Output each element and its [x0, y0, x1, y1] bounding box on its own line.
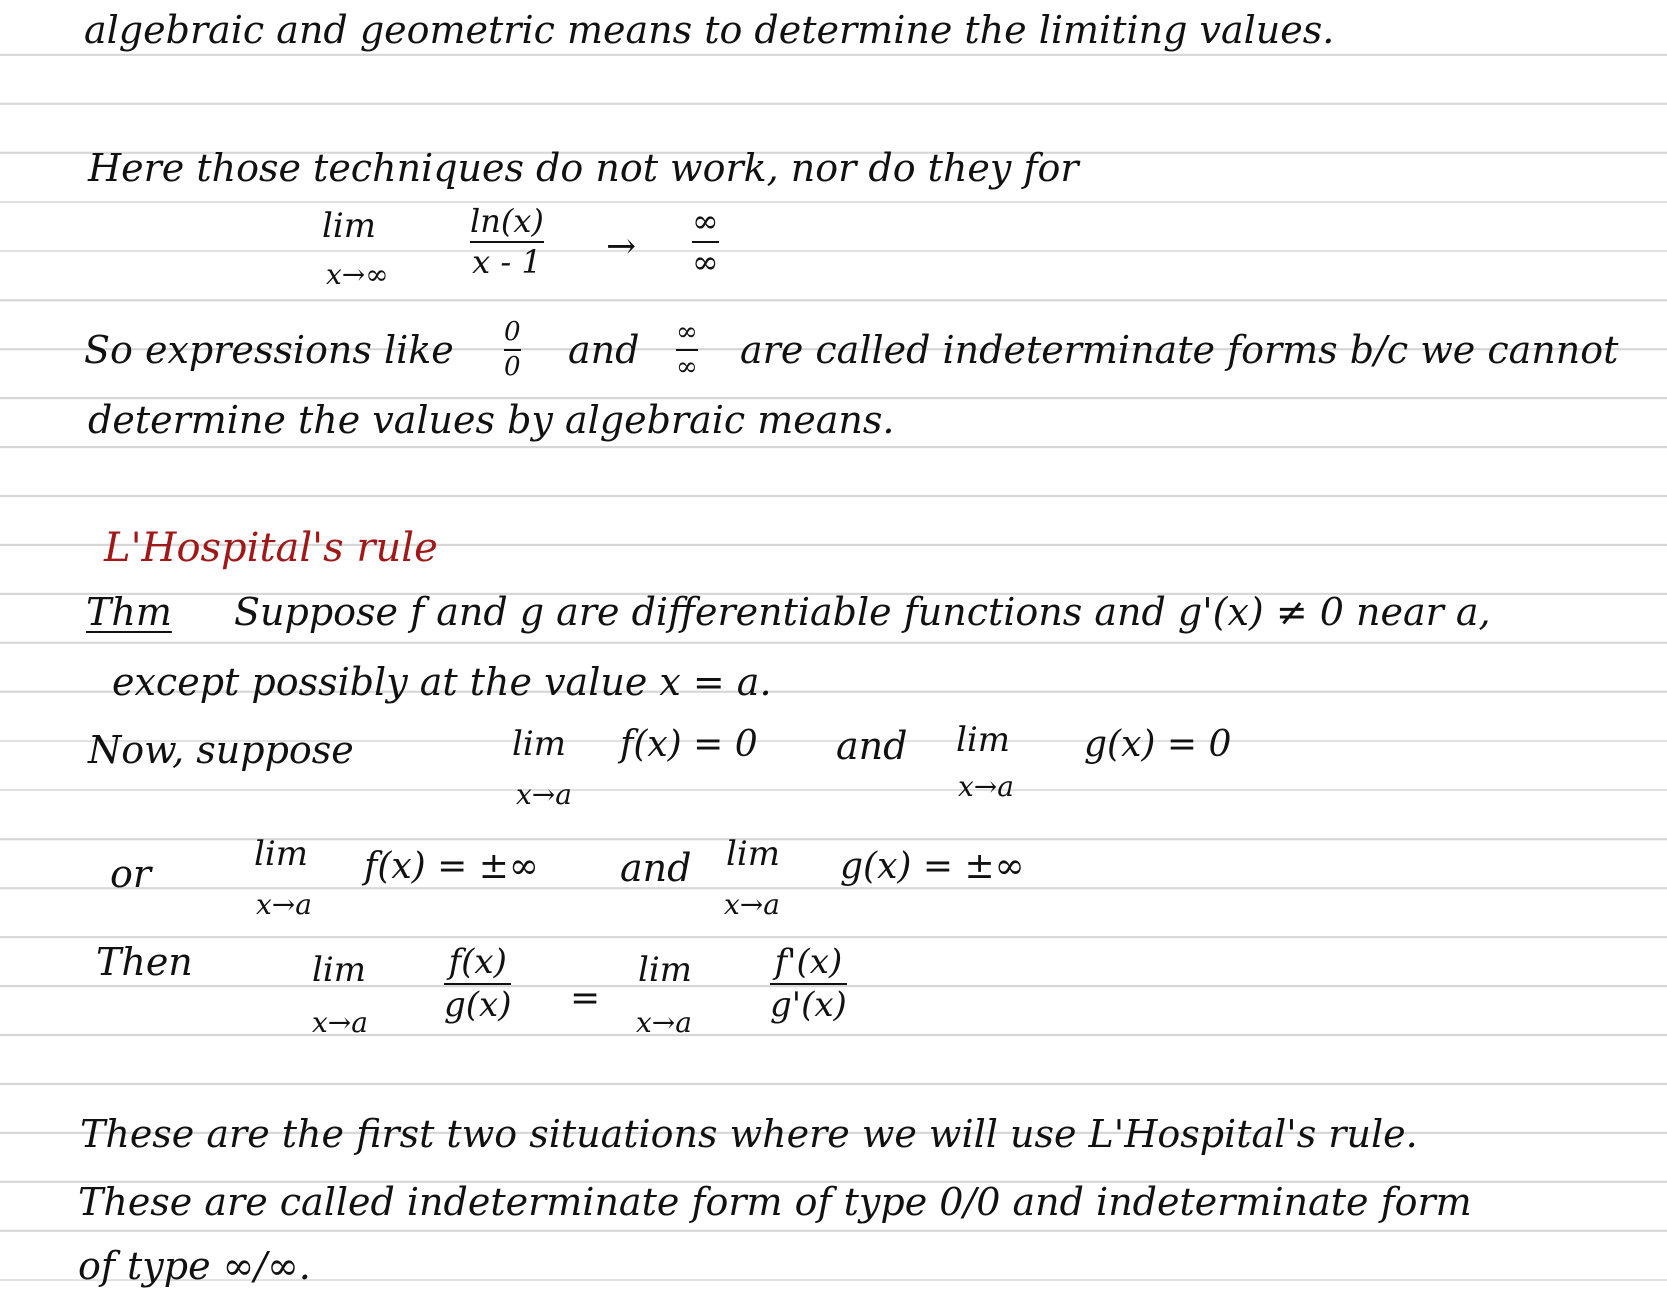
theorem-statement-line-2: except possibly at the value x = a.	[112, 660, 772, 704]
example-result-numerator: ∞	[692, 202, 719, 240]
theorem-statement-line-1: Suppose f and g are differentiable functions and g'(x) ≠ 0 near a,	[234, 590, 1491, 634]
condition3-subscript: x→a	[256, 888, 312, 921]
rule-denominator-left: g(x)	[444, 985, 512, 1026]
text-and-forms: and	[568, 328, 640, 372]
example-result-fraction	[692, 204, 719, 280]
text-first-two-situations: These are the first two situations where we will use L'Hospital's rule.	[80, 1112, 1418, 1156]
rule-subscript-right: x→a	[636, 1006, 692, 1039]
condition2-lim: lim	[956, 720, 1010, 760]
rule-numerator-left: f(x)	[448, 942, 507, 982]
rule-lim-left: lim	[312, 950, 366, 990]
condition1-subscript: x→a	[516, 778, 572, 811]
inf-denominator: ∞	[676, 351, 698, 382]
condition1-expression: f(x) = 0	[620, 724, 758, 765]
rule-denominator-right: g'(x)	[770, 985, 847, 1026]
condition1-lim: lim	[512, 724, 566, 764]
text-line-techniques: Here those techniques do not work, nor do they for	[88, 146, 1079, 190]
text-or: or	[110, 852, 152, 896]
example-lim: lim	[322, 206, 376, 246]
lhospital-heading: L'Hospital's rule	[104, 525, 438, 571]
rule-subscript-left: x→a	[312, 1006, 368, 1039]
text-line-limiting-values: algebraic and geometric means to determine the limiting values.	[84, 8, 1335, 52]
condition4-expression: g(x) = ±∞	[840, 846, 1025, 887]
zero-numerator: 0	[504, 317, 521, 347]
example-fraction	[470, 204, 544, 280]
inf-numerator: ∞	[676, 317, 698, 347]
text-indeterminate-form-types: These are called indeterminate form of type 0/0 and indeterminate form	[78, 1180, 1472, 1224]
condition3-expression: f(x) = ±∞	[364, 846, 539, 887]
text-expressions-like: So expressions like	[84, 328, 454, 372]
condition4-lim: lim	[726, 834, 780, 874]
example-result-denominator: ∞	[692, 243, 719, 282]
text-and-infinite: and	[620, 846, 692, 890]
condition4-subscript: x→a	[724, 888, 780, 921]
text-type-inf-over-inf: of type ∞/∞.	[78, 1244, 311, 1288]
condition3-lim: lim	[254, 834, 308, 874]
inf-over-inf-fraction	[676, 318, 698, 381]
rule-fraction-right	[770, 944, 847, 1025]
zero-denominator: 0	[504, 351, 521, 382]
rule-lim-right: lim	[638, 950, 692, 990]
text-line-algebraic-means: determine the values by algebraic means.	[88, 398, 895, 442]
theorem-label: Thm	[86, 590, 172, 634]
example-denominator: x - 1	[472, 243, 542, 282]
example-arrow: →	[606, 226, 637, 267]
fraction-bar	[504, 349, 521, 351]
example-lim-subscript: x→∞	[326, 258, 389, 291]
rule-numerator-right: f'(x)	[774, 942, 843, 982]
condition2-subscript: x→a	[958, 770, 1014, 803]
text-now-suppose: Now, suppose	[88, 728, 354, 772]
fraction-bar	[676, 349, 698, 351]
rule-fraction-left	[444, 944, 511, 1025]
zero-over-zero-fraction	[504, 318, 521, 381]
example-numerator: ln(x)	[470, 202, 544, 240]
text-then: Then	[96, 940, 193, 984]
condition2-expression: g(x) = 0	[1084, 724, 1232, 765]
text-indeterminate-forms: are called indeterminate forms b/c we cannot	[740, 328, 1619, 372]
text-and-condition: and	[836, 724, 908, 768]
rule-equals: =	[570, 978, 601, 1019]
